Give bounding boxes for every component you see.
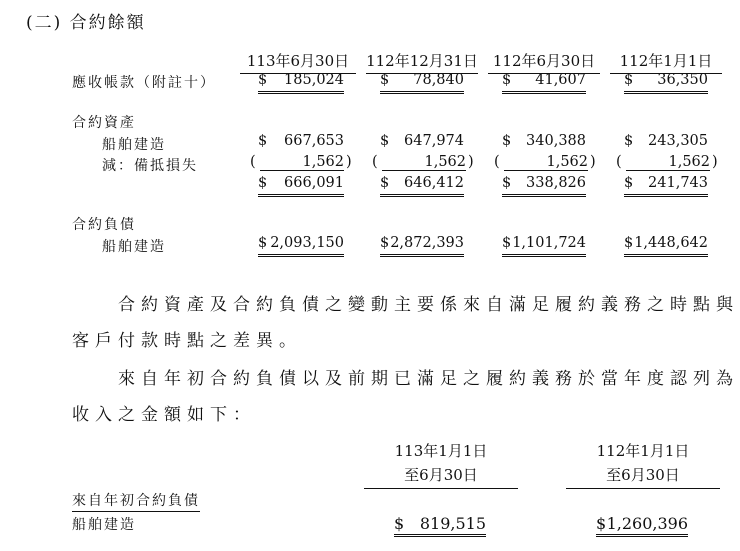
amount: 243,305: [648, 133, 708, 149]
amount: 36,350: [657, 72, 708, 88]
amount: 2,872,393: [390, 235, 464, 251]
receivables-cell: [380, 72, 464, 94]
open-paren: (: [372, 154, 378, 170]
assets-gross-cell: [502, 133, 586, 152]
paragraph-line: 合約資產及合約負債之變動主要係來自滿足履約義務之時點與: [118, 295, 739, 315]
currency-symbol: $: [624, 175, 634, 191]
allowance-label: 減：備抵損失: [102, 158, 198, 174]
column-header-line1: 112年1月1日: [596, 442, 690, 460]
currency-symbol: $: [502, 175, 512, 191]
amount: 666,091: [284, 175, 344, 191]
amount: 667,653: [284, 133, 344, 149]
liabilities-cell: [258, 235, 344, 257]
assets-gross-cell: [624, 133, 708, 152]
amount: 647,974: [404, 133, 464, 149]
assets-gross-cell: [258, 133, 344, 152]
amount: 241,743: [648, 175, 708, 191]
section-title: (二) 合約餘額: [26, 13, 146, 33]
paragraph-line: 收入之金額如下：: [72, 405, 256, 425]
receivables-cell: [502, 72, 586, 94]
close-paren: ): [346, 154, 352, 170]
amount: 819,515: [419, 514, 486, 533]
assets-net-cell: [624, 175, 708, 197]
amount: 646,412: [404, 175, 464, 191]
currency-symbol: $: [502, 133, 512, 149]
shipbuilding-label: 船舶建造: [102, 239, 166, 255]
amount: 1,562: [382, 154, 466, 171]
allowance-cell: [250, 154, 354, 173]
allowance-cell: [494, 154, 598, 173]
amount: 1,562: [260, 154, 344, 171]
currency-symbol: $: [258, 175, 268, 191]
assets-net-cell: [502, 175, 586, 197]
amount: 1,562: [626, 154, 710, 171]
column-header: 113年6月30日: [240, 50, 356, 74]
currency-symbol: $: [258, 235, 268, 251]
assets-net-cell: [380, 175, 464, 197]
currency-symbol: $: [380, 235, 390, 251]
close-paren: ): [590, 154, 596, 170]
paragraph-line: 客戶付款時點之差異。: [72, 331, 302, 351]
amount: 2,093,150: [270, 235, 344, 251]
amount: 338,826: [526, 175, 586, 191]
table2-value-cell: [394, 514, 486, 537]
contract-liabilities-heading: 合約負債: [72, 217, 136, 233]
column-header-line2: 至6月30日: [566, 464, 720, 489]
currency-symbol: $: [258, 133, 268, 149]
open-paren: (: [616, 154, 622, 170]
open-paren: (: [250, 154, 256, 170]
currency-symbol: $: [596, 514, 607, 533]
column-header: 112年6月30日: [488, 50, 600, 74]
currency-symbol: $: [394, 514, 405, 533]
column-header: 112年12月31日: [366, 50, 478, 74]
currency-symbol: $: [624, 72, 634, 88]
liabilities-cell: [502, 235, 586, 257]
receivables-cell: [258, 72, 344, 94]
liabilities-cell: [624, 235, 708, 257]
shipbuilding-label: 船舶建造: [102, 137, 166, 153]
amount: 185,024: [284, 72, 344, 88]
shipbuilding-label: 船舶建造: [72, 517, 136, 533]
allowance-cell: [372, 154, 476, 173]
amount: 78,840: [413, 72, 464, 88]
currency-symbol: $: [624, 235, 634, 251]
amount: 340,388: [526, 133, 586, 149]
liabilities-cell: [380, 235, 464, 257]
allowance-cell: [616, 154, 720, 173]
amount: 1,562: [504, 154, 588, 171]
close-paren: ): [712, 154, 718, 170]
currency-symbol: $: [258, 72, 268, 88]
amount: 1,448,642: [634, 235, 708, 251]
currency-symbol: $: [502, 72, 512, 88]
column-header-line2: 至6月30日: [364, 464, 518, 489]
open-paren: (: [494, 154, 500, 170]
currency-symbol: $: [624, 133, 634, 149]
table2-heading: 來自年初合約負債: [72, 490, 200, 512]
receivables-cell: [624, 72, 708, 94]
contract-assets-heading: 合約資產: [72, 115, 136, 131]
column-header-line1: 113年1月1日: [394, 442, 488, 460]
table2-value-cell: [596, 514, 688, 537]
currency-symbol: $: [380, 72, 390, 88]
column-header: 112年1月1日: [610, 50, 722, 74]
assets-net-cell: [258, 175, 344, 197]
currency-symbol: $: [380, 175, 390, 191]
amount: 1,101,724: [512, 235, 586, 251]
currency-symbol: $: [502, 235, 512, 251]
amount: 1,260,396: [606, 514, 688, 533]
row-label-receivables: 應收帳款（附註十）: [72, 75, 216, 91]
amount: 41,607: [535, 72, 586, 88]
assets-gross-cell: [380, 133, 464, 152]
currency-symbol: $: [380, 133, 390, 149]
paragraph-line: 來自年初合約負債以及前期已滿足之履約義務於當年度認列為: [118, 369, 739, 389]
close-paren: ): [468, 154, 474, 170]
